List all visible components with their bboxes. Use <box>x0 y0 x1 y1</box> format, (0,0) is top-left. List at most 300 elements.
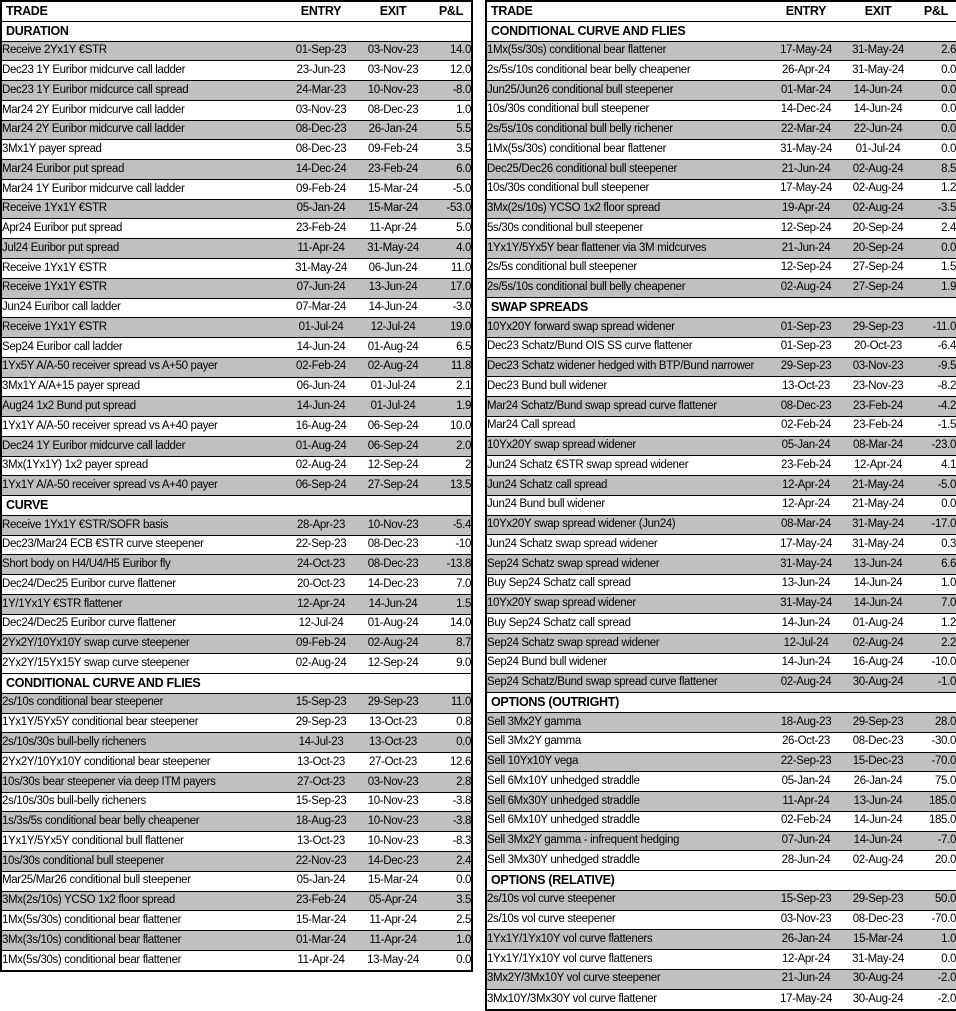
trade-cell: 1Mx(5s/30s) conditional bear flattener <box>1 911 281 931</box>
pnl-cell: 185.0 <box>910 811 956 831</box>
entry-cell: 11-Apr-24 <box>281 239 361 259</box>
exit-cell: 29-Sep-23 <box>846 318 910 338</box>
trade-row <box>1 812 472 832</box>
pnl-cell: -53.0 <box>425 199 472 219</box>
pnl-cell: 7.0 <box>425 575 472 595</box>
exit-cell: 20-Sep-24 <box>846 219 910 239</box>
exit-cell: 15-Dec-23 <box>846 752 910 772</box>
pnl-cell: 28.0 <box>910 713 956 733</box>
exit-cell: 23-Feb-24 <box>846 397 910 417</box>
exit-cell: 23-Feb-24 <box>361 160 425 180</box>
exit-cell: 08-Dec-23 <box>361 535 425 555</box>
exit-cell: 01-Jul-24 <box>361 377 425 397</box>
pnl-cell: 0.0 <box>910 100 956 120</box>
trade-cell: Dec24/Dec25 Euribor curve flattener <box>1 575 281 595</box>
trade-row <box>486 239 956 259</box>
pnl-cell: 8.7 <box>425 634 472 654</box>
pnl-cell: -17.0 <box>910 515 956 535</box>
entry-cell: 05-Jan-24 <box>281 199 361 219</box>
pnl-cell: 1.0 <box>425 100 472 120</box>
entry-cell: 02-Aug-24 <box>281 456 361 476</box>
trade-cell: 3Mx2Y/3Mx10Y vol curve steepener <box>486 969 766 989</box>
trade-row <box>1 239 472 259</box>
exit-cell: 29-Sep-23 <box>846 890 910 910</box>
pnl-cell: 2 <box>425 456 472 476</box>
entry-cell: 22-Mar-24 <box>766 120 846 140</box>
pnl-cell: 6.0 <box>425 160 472 180</box>
pnl-cell: -70.0 <box>910 752 956 772</box>
pnl-cell: -5.0 <box>425 179 472 199</box>
section-title: CONDITIONAL CURVE AND FLIES <box>1 674 472 694</box>
pnl-cell: 3.5 <box>425 891 472 911</box>
pnl-cell: 5.5 <box>425 120 472 140</box>
trade-cell: Jun24 Euribor call ladder <box>1 298 281 318</box>
trade-row <box>1 318 472 338</box>
exit-cell: 27-Oct-23 <box>361 753 425 773</box>
trade-cell: 10s/30s conditional bull steepener <box>486 100 766 120</box>
trade-cell: Sep24 Schatz swap spread widener <box>486 634 766 654</box>
entry-cell: 21-Jun-24 <box>766 239 846 259</box>
exit-cell: 30-Aug-24 <box>846 989 910 1010</box>
trade-cell: Aug24 1x2 Bund put spread <box>1 397 281 417</box>
trade-row <box>1 357 472 377</box>
trade-cell: 10Yx20Y swap spread widener (Jun24) <box>486 515 766 535</box>
trade-row <box>1 614 472 634</box>
trade-row <box>486 930 956 950</box>
trade-row <box>486 179 956 199</box>
trade-cell: 3Mx(3s/10s) conditional bear flattener <box>1 931 281 951</box>
exit-cell: 08-Dec-23 <box>361 100 425 120</box>
pnl-cell: 1.5 <box>425 595 472 615</box>
exit-cell: 14-Jun-24 <box>846 594 910 614</box>
trade-cell: Sell 6Mx10Y unhedged straddle <box>486 811 766 831</box>
exit-cell: 05-Apr-24 <box>361 891 425 911</box>
trade-cell: Mar24 Euribor put spread <box>1 160 281 180</box>
pnl-cell: -7.0 <box>910 831 956 851</box>
entry-cell: 08-Dec-23 <box>766 397 846 417</box>
trade-cell: Sell 10Yx10Y vega <box>486 752 766 772</box>
exit-cell: 16-Aug-24 <box>846 653 910 673</box>
entry-cell: 11-Apr-24 <box>766 792 846 812</box>
pnl-cell: 0.0 <box>910 950 956 970</box>
exit-cell: 29-Sep-23 <box>846 713 910 733</box>
trade-cell: Jun24 Schatz swap spread widener <box>486 535 766 555</box>
exit-cell: 01-Jul-24 <box>846 140 910 160</box>
entry-cell: 02-Aug-24 <box>281 654 361 674</box>
entry-cell: 12-Sep-24 <box>766 258 846 278</box>
exit-cell: 12-Apr-24 <box>846 456 910 476</box>
exit-cell: 06-Jun-24 <box>361 259 425 279</box>
trade-cell: Mar24 1Y Euribor midcurve call ladder <box>1 179 281 199</box>
trade-row <box>1 753 472 773</box>
trade-row <box>1 456 472 476</box>
trade-cell: 2s/10s conditional bear steepener <box>1 693 281 713</box>
trade-row <box>486 831 956 851</box>
pnl-cell: 4.0 <box>425 239 472 259</box>
trade-cell: 10Yx20Y forward swap spread widener <box>486 318 766 338</box>
pnl-cell: 11.8 <box>425 357 472 377</box>
trade-row <box>486 81 956 101</box>
exit-cell: 14-Dec-23 <box>361 575 425 595</box>
trade-cell: 10Yx20Y swap spread widener <box>486 594 766 614</box>
section-title: CURVE <box>1 496 472 516</box>
entry-cell: 15-Sep-23 <box>281 792 361 812</box>
trade-row <box>486 515 956 535</box>
trade-row <box>1 41 472 61</box>
pnl-cell: 0.0 <box>910 61 956 81</box>
entry-cell: 19-Apr-24 <box>766 199 846 219</box>
exit-cell: 21-May-24 <box>846 476 910 496</box>
trade-cell: Mar24 Call spread <box>486 416 766 436</box>
exit-cell: 23-Feb-24 <box>846 416 910 436</box>
trade-cell: Sep24 Euribor call ladder <box>1 338 281 358</box>
trade-row <box>486 752 956 772</box>
entry-cell: 28-Apr-23 <box>281 515 361 535</box>
entry-cell: 13-Oct-23 <box>281 832 361 852</box>
trade-row <box>1 377 472 397</box>
trade-cell: 2s/5s/10s conditional bull belly richener <box>486 120 766 140</box>
column-header-entry: ENTRY <box>766 1 846 21</box>
entry-cell: 06-Sep-24 <box>281 476 361 496</box>
entry-cell: 17-May-24 <box>766 41 846 61</box>
trade-cell: Sell 6Mx30Y unhedged straddle <box>486 792 766 812</box>
trade-cell: 1Yx1Y/1Yx10Y vol curve flatteners <box>486 930 766 950</box>
exit-cell: 15-Mar-24 <box>846 930 910 950</box>
exit-cell: 23-Nov-23 <box>846 377 910 397</box>
exit-cell: 27-Sep-24 <box>361 476 425 496</box>
exit-cell: 14-Jun-24 <box>846 574 910 594</box>
section-header-row <box>486 298 956 318</box>
pnl-cell: -3.5 <box>910 199 956 219</box>
trade-row <box>486 713 956 733</box>
trade-cell: Jun24 Bund bull widener <box>486 495 766 515</box>
trade-row <box>1 654 472 674</box>
entry-cell: 12-Apr-24 <box>766 476 846 496</box>
entry-cell: 01-Mar-24 <box>281 931 361 951</box>
trade-cell: 2s/5s conditional bull steepener <box>486 258 766 278</box>
trade-cell: 2Yx2Y/15Yx15Y swap curve steepener <box>1 654 281 674</box>
trade-row <box>486 792 956 812</box>
trade-row <box>486 397 956 417</box>
exit-cell: 11-Apr-24 <box>361 219 425 239</box>
pnl-cell: 17.0 <box>425 278 472 298</box>
exit-cell: 14-Jun-24 <box>361 298 425 318</box>
trade-cell: 2Yx2Y/10Yx10Y conditional bear steepener <box>1 753 281 773</box>
entry-cell: 15-Sep-23 <box>281 693 361 713</box>
trade-cell: 3Mx(1Yx1Y) 1x2 payer spread <box>1 456 281 476</box>
trade-row <box>486 732 956 752</box>
entry-cell: 02-Feb-24 <box>766 416 846 436</box>
trade-cell: 1s/3s/5s conditional bear belly cheapener <box>1 812 281 832</box>
exit-cell: 02-Aug-24 <box>846 634 910 654</box>
pnl-cell: -5.0 <box>910 476 956 496</box>
trade-cell: 2s/10s vol curve steepener <box>486 890 766 910</box>
entry-cell: 08-Mar-24 <box>766 515 846 535</box>
entry-cell: 14-Dec-24 <box>281 160 361 180</box>
trade-cell: Mar25/Mar26 conditional bull steepener <box>1 871 281 891</box>
entry-cell: 12-Sep-24 <box>766 219 846 239</box>
trade-row <box>486 555 956 575</box>
trade-cell: 1Yx1Y A/A-50 receiver spread vs A+40 payer <box>1 476 281 496</box>
trade-cell: Receive 1Yx1Y €STR <box>1 278 281 298</box>
entry-cell: 23-Feb-24 <box>281 219 361 239</box>
entry-cell: 24-Oct-23 <box>281 555 361 575</box>
entry-cell: 18-Aug-23 <box>281 812 361 832</box>
pnl-cell: -10.0 <box>910 653 956 673</box>
trade-row <box>1 81 472 101</box>
exit-cell: 13-Jun-24 <box>361 278 425 298</box>
pnl-cell: -70.0 <box>910 910 956 930</box>
trade-row <box>486 258 956 278</box>
exit-cell: 06-Sep-24 <box>361 417 425 437</box>
entry-cell: 12-Apr-24 <box>766 950 846 970</box>
column-header-row <box>486 1 956 21</box>
trade-cell: Dec23 Schatz widener hedged with BTP/Bund narrower <box>486 357 766 377</box>
pnl-cell: -5.4 <box>425 515 472 535</box>
trade-cell: 2Yx2Y/10Yx10Y swap curve steepener <box>1 634 281 654</box>
trade-row <box>1 595 472 615</box>
pnl-cell: 1.2 <box>910 614 956 634</box>
trade-row <box>486 535 956 555</box>
section-title: DURATION <box>1 21 472 41</box>
pnl-cell: 1.0 <box>910 574 956 594</box>
pnl-cell: -6.4 <box>910 337 956 357</box>
pnl-cell: 0.0 <box>910 495 956 515</box>
entry-cell: 17-May-24 <box>766 535 846 555</box>
exit-cell: 20-Oct-23 <box>846 337 910 357</box>
exit-cell: 27-Sep-24 <box>846 278 910 298</box>
entry-cell: 31-May-24 <box>766 594 846 614</box>
pnl-cell: 12.0 <box>425 61 472 81</box>
exit-cell: 13-Oct-23 <box>361 733 425 753</box>
trade-row <box>1 733 472 753</box>
entry-cell: 01-Sep-23 <box>281 41 361 61</box>
entry-cell: 12-Apr-24 <box>766 495 846 515</box>
entry-cell: 01-Jul-24 <box>281 318 361 338</box>
trade-row <box>486 950 956 970</box>
entry-cell: 03-Nov-23 <box>766 910 846 930</box>
column-header-pnl: P&L <box>910 1 956 21</box>
trade-cell: 3Mx1Y A/A+15 payer spread <box>1 377 281 397</box>
exit-cell: 11-Apr-24 <box>361 911 425 931</box>
entry-cell: 08-Dec-23 <box>281 140 361 160</box>
pnl-cell: 10.0 <box>425 417 472 437</box>
trade-row <box>1 397 472 417</box>
trade-cell: Sep24 Schatz swap spread widener <box>486 555 766 575</box>
exit-cell: 20-Sep-24 <box>846 239 910 259</box>
trade-row <box>486 318 956 338</box>
trade-cell: Sell 3Mx2Y gamma <box>486 732 766 752</box>
trade-row <box>486 851 956 871</box>
trade-row <box>486 199 956 219</box>
pnl-cell: 2.0 <box>425 436 472 456</box>
exit-cell: 14-Jun-24 <box>361 595 425 615</box>
trade-cell: 1Yx1Y/5Yx5Y conditional bear steepener <box>1 713 281 733</box>
trade-row <box>1 436 472 456</box>
entry-cell: 26-Apr-24 <box>766 61 846 81</box>
exit-cell: 10-Nov-23 <box>361 832 425 852</box>
pnl-cell: 3.5 <box>425 140 472 160</box>
trade-row <box>486 594 956 614</box>
exit-cell: 06-Sep-24 <box>361 436 425 456</box>
trade-cell: Receive 1Yx1Y €STR <box>1 199 281 219</box>
entry-cell: 29-Sep-23 <box>766 357 846 377</box>
section-header-row <box>1 496 472 516</box>
trade-cell: 1Yx1Y/5Yx5Y bear flattener via 3M midcurves <box>486 239 766 259</box>
trade-cell: Receive 1Yx1Y €STR/SOFR basis <box>1 515 281 535</box>
column-header-pnl: P&L <box>425 1 472 21</box>
pnl-cell: 12.6 <box>425 753 472 773</box>
exit-cell: 08-Dec-23 <box>361 555 425 575</box>
exit-cell: 08-Dec-23 <box>846 732 910 752</box>
exit-cell: 12-Sep-24 <box>361 456 425 476</box>
trade-cell: Apr24 Euribor put spread <box>1 219 281 239</box>
pnl-cell: 185.0 <box>910 792 956 812</box>
trade-row <box>486 337 956 357</box>
entry-cell: 21-Jun-24 <box>766 160 846 180</box>
trade-row <box>1 792 472 812</box>
trade-row <box>1 298 472 318</box>
entry-cell: 22-Nov-23 <box>281 851 361 871</box>
trade-row <box>486 989 956 1010</box>
exit-cell: 31-May-24 <box>846 535 910 555</box>
entry-cell: 27-Oct-23 <box>281 772 361 792</box>
exit-cell: 02-Aug-24 <box>846 179 910 199</box>
trade-cell: Sell 6Mx10Y unhedged straddle <box>486 772 766 792</box>
exit-cell: 01-Aug-24 <box>846 614 910 634</box>
trade-cell: Sell 3Mx2Y gamma <box>486 713 766 733</box>
column-header-trade: TRADE <box>486 1 766 21</box>
section-header-row <box>486 871 956 891</box>
trade-cell: Buy Sep24 Schatz call spread <box>486 614 766 634</box>
section-header-row <box>1 21 472 41</box>
exit-cell: 12-Sep-24 <box>361 654 425 674</box>
exit-cell: 31-May-24 <box>846 41 910 61</box>
trade-cell: 5s/30s conditional bull steepener <box>486 219 766 239</box>
pnl-cell: 2.4 <box>910 219 956 239</box>
trade-cell: Jul24 Euribor put spread <box>1 239 281 259</box>
exit-cell: 31-May-24 <box>846 515 910 535</box>
exit-cell: 13-May-24 <box>361 950 425 971</box>
pnl-cell: 6.5 <box>425 338 472 358</box>
column-header-row <box>1 1 472 21</box>
pnl-cell: -8.3 <box>425 832 472 852</box>
trade-row <box>1 515 472 535</box>
pnl-cell: -8.2 <box>910 377 956 397</box>
pnl-cell: -2.0 <box>910 989 956 1010</box>
pnl-cell: 19.0 <box>425 318 472 338</box>
pnl-cell: -1.0 <box>910 673 956 693</box>
exit-cell: 27-Sep-24 <box>846 258 910 278</box>
trade-row <box>486 772 956 792</box>
trade-row <box>1 219 472 239</box>
trade-cell: 2s/10s/30s bull-belly richeners <box>1 792 281 812</box>
trade-cell: Sep24 Schatz/Bund swap spread curve flattener <box>486 673 766 693</box>
entry-cell: 07-Mar-24 <box>281 298 361 318</box>
trade-row <box>1 832 472 852</box>
pnl-cell: 2.4 <box>425 851 472 871</box>
exit-cell: 09-Feb-24 <box>361 140 425 160</box>
trade-cell: Receive 1Yx1Y €STR <box>1 259 281 279</box>
pnl-cell: 1.2 <box>910 179 956 199</box>
trade-row <box>486 811 956 831</box>
trade-row <box>486 120 956 140</box>
entry-cell: 12-Jul-24 <box>766 634 846 654</box>
trade-cell: 3Mx10Y/3Mx30Y vol curve flattener <box>486 989 766 1010</box>
exit-cell: 14-Jun-24 <box>846 811 910 831</box>
trade-cell: Jun25/Jun26 conditional bull steepener <box>486 81 766 101</box>
trade-row <box>1 891 472 911</box>
trade-row <box>486 653 956 673</box>
pnl-cell: 9.0 <box>425 654 472 674</box>
pnl-cell: 14.0 <box>425 41 472 61</box>
exit-cell: 02-Aug-24 <box>361 357 425 377</box>
exit-cell: 26-Jan-24 <box>846 772 910 792</box>
trade-row <box>1 100 472 120</box>
trade-row <box>486 100 956 120</box>
trade-row <box>1 199 472 219</box>
pnl-cell: 13.5 <box>425 476 472 496</box>
column-header-exit: EXIT <box>846 1 910 21</box>
exit-cell: 10-Nov-23 <box>361 792 425 812</box>
trade-row <box>486 614 956 634</box>
pnl-cell: 1.5 <box>910 258 956 278</box>
pnl-cell: 75.0 <box>910 772 956 792</box>
exit-cell: 01-Aug-24 <box>361 338 425 358</box>
trades-table-left <box>0 0 473 972</box>
entry-cell: 01-Mar-24 <box>766 81 846 101</box>
pnl-cell: -1.5 <box>910 416 956 436</box>
trade-cell: Sep24 Bund bull widener <box>486 653 766 673</box>
pnl-cell: -30.0 <box>910 732 956 752</box>
pnl-cell: -11.0 <box>910 318 956 338</box>
pnl-cell: 0.0 <box>910 239 956 259</box>
pnl-cell: -9.5 <box>910 357 956 377</box>
entry-cell: 23-Jun-23 <box>281 61 361 81</box>
section-title: SWAP SPREADS <box>486 298 956 318</box>
entry-cell: 22-Sep-23 <box>766 752 846 772</box>
exit-cell: 02-Aug-24 <box>846 199 910 219</box>
exit-cell: 26-Jan-24 <box>361 120 425 140</box>
pnl-cell: 2.6 <box>910 41 956 61</box>
entry-cell: 11-Apr-24 <box>281 950 361 971</box>
trade-row <box>486 890 956 910</box>
entry-cell: 12-Jul-24 <box>281 614 361 634</box>
exit-cell: 30-Aug-24 <box>846 969 910 989</box>
column-header-trade: TRADE <box>1 1 281 21</box>
entry-cell: 31-May-24 <box>281 259 361 279</box>
entry-cell: 05-Jan-24 <box>766 772 846 792</box>
entry-cell: 14-Jun-24 <box>766 614 846 634</box>
column-header-exit: EXIT <box>361 1 425 21</box>
entry-cell: 02-Aug-24 <box>766 278 846 298</box>
trade-cell: Jun24 Schatz call spread <box>486 476 766 496</box>
pnl-cell: 0.3 <box>910 535 956 555</box>
exit-cell: 02-Aug-24 <box>846 851 910 871</box>
entry-cell: 13-Jun-24 <box>766 574 846 594</box>
exit-cell: 01-Aug-24 <box>361 614 425 634</box>
pnl-cell: 11.0 <box>425 693 472 713</box>
trade-row <box>1 120 472 140</box>
entry-cell: 05-Jan-24 <box>281 871 361 891</box>
exit-cell: 13-Jun-24 <box>846 555 910 575</box>
exit-cell: 14-Jun-24 <box>846 100 910 120</box>
trade-row <box>1 417 472 437</box>
trade-row <box>486 278 956 298</box>
trade-row <box>1 871 472 891</box>
exit-cell: 10-Nov-23 <box>361 812 425 832</box>
entry-cell: 07-Jun-24 <box>281 278 361 298</box>
